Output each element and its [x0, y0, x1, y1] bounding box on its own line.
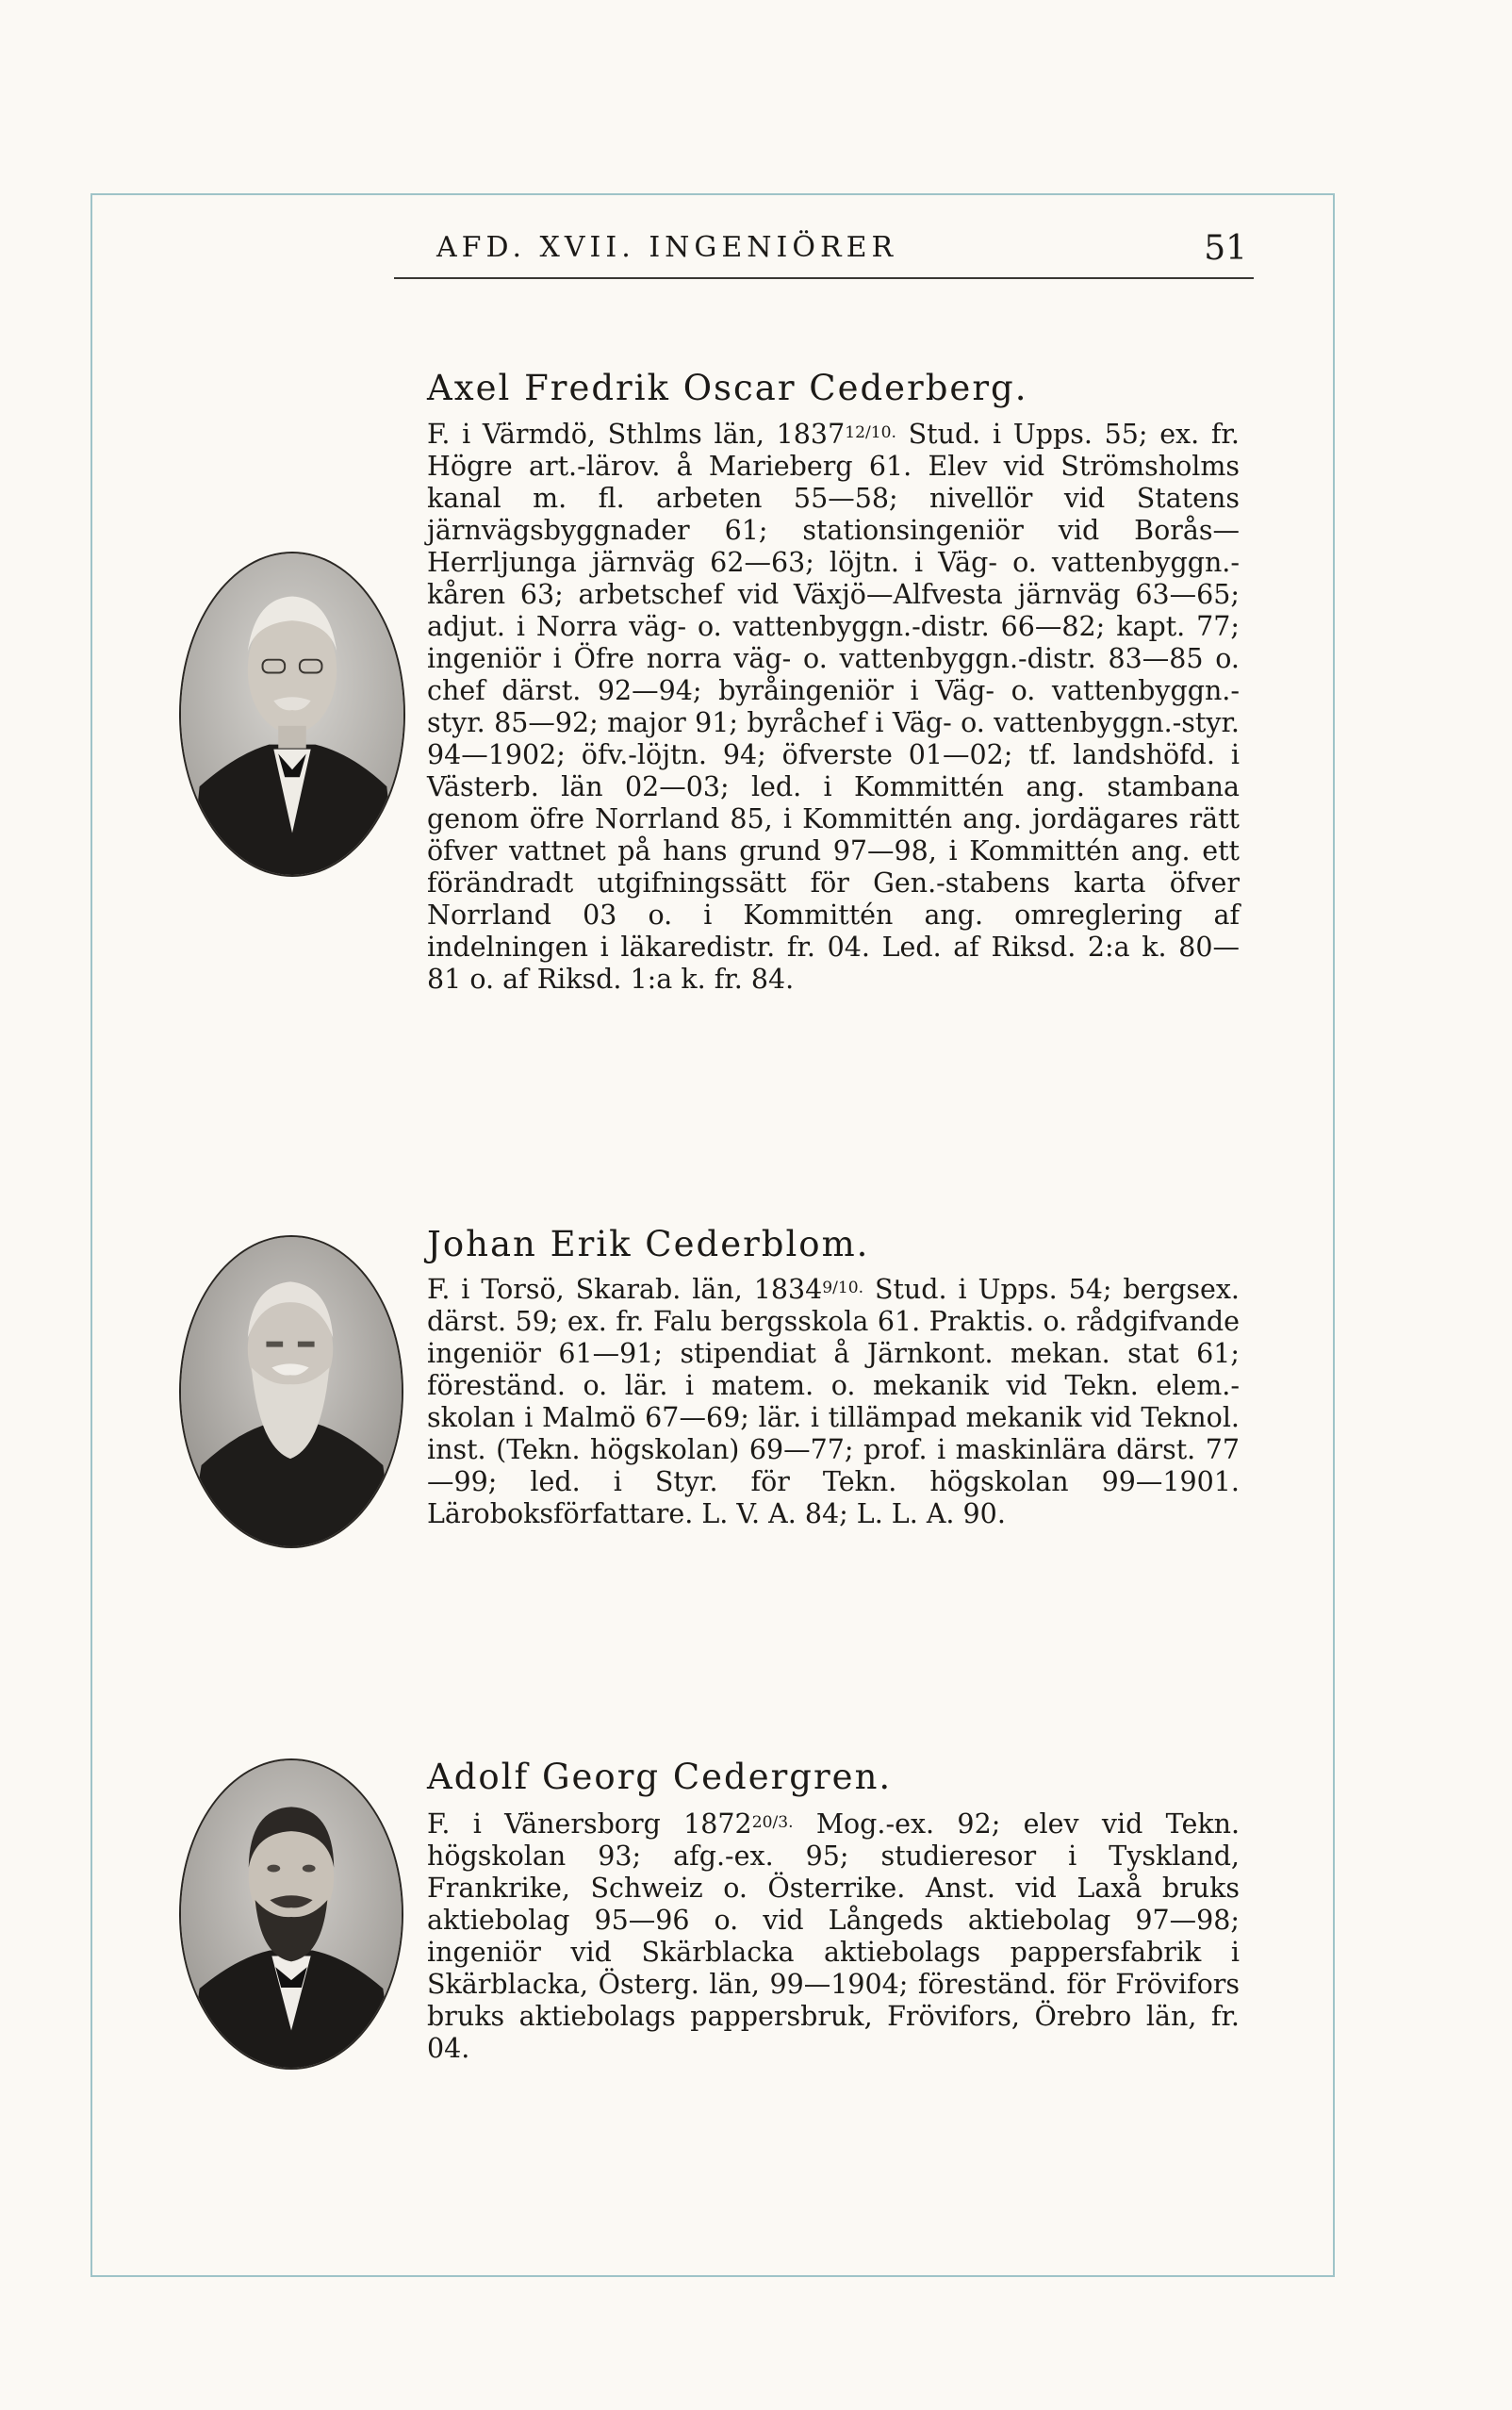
entry-body-adolf-cedergren: F. i Vänersborg $1872^{20/3.}$ Mog.-ex. 92; elev vid Tekn. högskolan 93; afg.-ex. 95; studieresor i Tyskland, Frankrike, Schweiz o. Österrike. Anst. vid Laxå bruks aktiebolag 95—96 o. vid Långeds aktiebolag 97—98; ingeniör vid Skärblacka aktiebolags pappersfabrik i Skärblacka, Österg. län, 99—1904; föreständ. för Frövifors bruks aktiebolags pappersbruk, Frövifors, Örebro län, fr. 04. — [427, 1808, 1240, 2064]
entry-name-johan-cederblom: Johan Erik Cederblom. — [427, 1224, 870, 1264]
entry-body-axel-cederberg: F. i Värmdö, Sthlms län, $1837^{12/10.}$ Stud. i Upps. 55; ex. fr. Högre art.-lärov. å Marieberg 61. Elev vid Strömsholms kanal m. fl. arbeten 55—58; nivellör vid Statens järnvägsbyggnader 61; stationsingeniör vid Borås—Herrljunga järnväg 62—63; löjtn. i Väg- o. vattenbyggn.-kåren 63; arbetschef vid Växjö—Alfvesta järnväg 63—65; adjut. i Norra väg- o. vattenbyggn.-distr. 66—82; kapt. 77; ingeniör i Öfre norra väg- o. vattenbyggn.-distr. 83—85 o. chef därst. 92—94; byråingeniör i Väg- o. vattenbyggn.-styr. 85—92; major 91; byråchef i Väg- o. vattenbyggn.-styr. 94—1902; öfv.-löjtn. 94; öfverste 01—02; tf. landshöfd. i Västerb. län 02—03; led. i Kommittén ang. stambana genom öfre Norrland 85, i Kommittén ang. jordägares rätt öfver vattnet på hans grund 97—98, i Kommittén ang. ett förändradt utgifningssätt för Gen.-stabens karta öfver Norrland 03 o. i Kommittén ang. omreglering af indelningen i läkaredistr. fr. 04. Led. af Riksd. 2:a k. 80—81 o. af Riksd. 1:a k. fr. 84. — [427, 419, 1240, 995]
section-title: AFD. XVII. INGENIÖRER — [436, 231, 898, 264]
entry-body-johan-cederblom: F. i Torsö, Skarab. län, $1834^{9/10.}$ Stud. i Upps. 54; bergsex. därst. 59; ex. fr. Falu bergsskola 61. Praktis. o. rådgifvande ingeniör 61—91; stipendiat å Järnkont. mekan. stat 61; föreständ. o. lär. i matem. o. mekanik vid Tekn. elem.-skolan i Malmö 67—69; lär. i tillämpad mekanik vid Teknol. inst. (Tekn. högskolan) 69—77; prof. i maskinlära därst. 77—99; led. i Styr. för Tekn. högskolan 99—1901. Läroboksförfattare. L. V. A. 84; L. L. A. 90. — [427, 1274, 1240, 1529]
header-rule — [394, 277, 1254, 279]
entry-name-adolf-cedergren: Adolf Georg Cedergren. — [427, 1757, 893, 1797]
portrait-adolf-cedergren — [179, 1758, 403, 2070]
portrait-axel-cederberg — [179, 552, 405, 877]
page-number: 51 — [1204, 229, 1247, 268]
entry-name-axel-cederberg: Axel Fredrik Oscar Cederberg. — [427, 368, 1028, 408]
portrait-johan-cederblom — [179, 1235, 403, 1548]
